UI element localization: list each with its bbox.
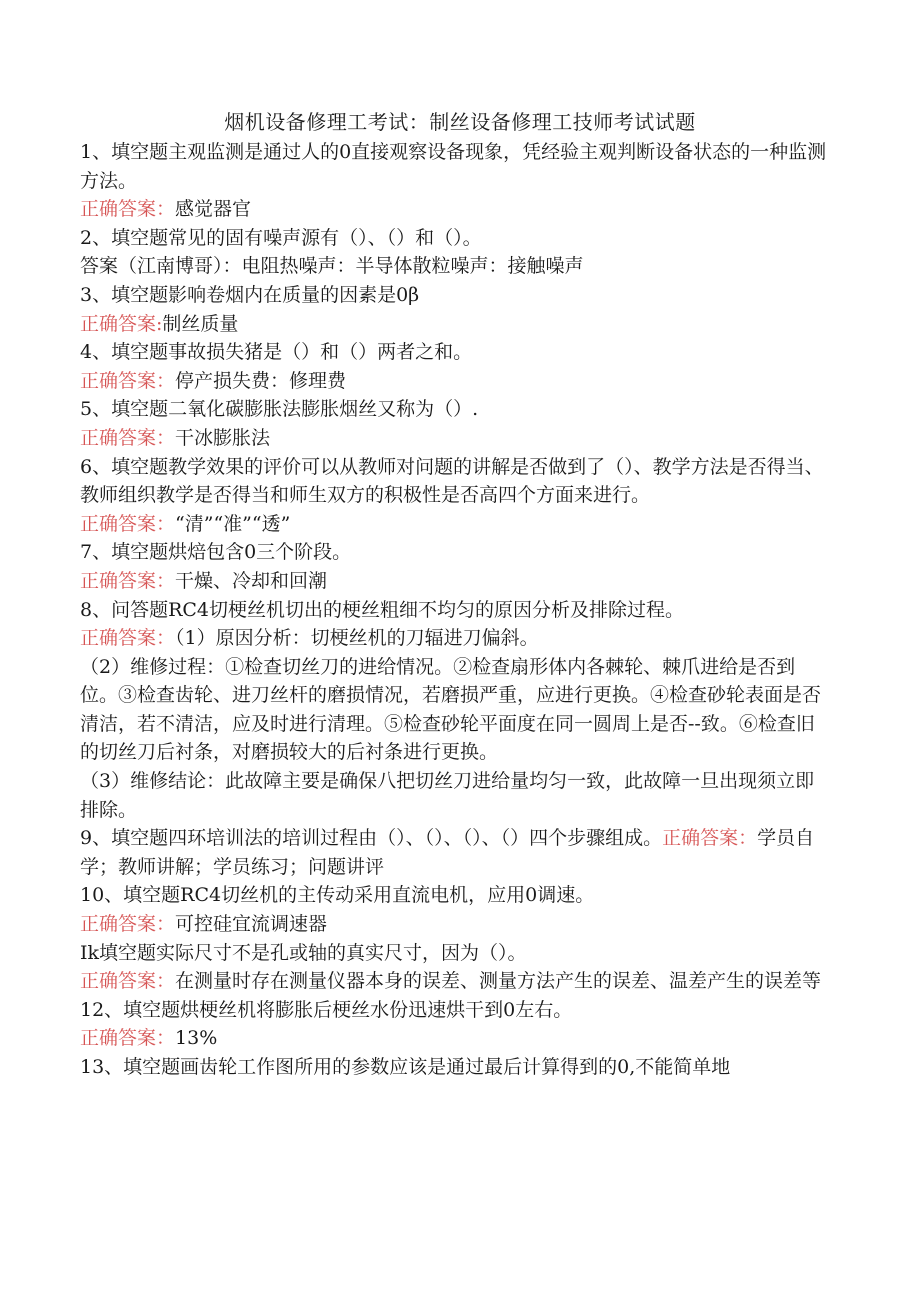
question-item bbox=[80, 395, 828, 452]
question-text bbox=[80, 338, 828, 367]
answer-label: 正确答案： bbox=[80, 1027, 176, 1050]
question-body: 5、填空题二氧化碳膨胀法膨胀烟丝又称为（）. bbox=[80, 398, 479, 421]
question-list bbox=[80, 138, 828, 1082]
answer-line bbox=[80, 252, 828, 281]
question-body: 10、填空题RC4切丝机的主传动采用直流电机，应用0调速。 bbox=[80, 884, 595, 907]
question-body: 1、填空题主观监测是通过人的0直接观察设备现象，凭经验主观判断设备状态的一种监测方法。 bbox=[80, 141, 827, 192]
answer-text: “清”“准”“透” bbox=[175, 512, 291, 535]
answer-line bbox=[80, 195, 828, 224]
answer-text: 感觉器官 bbox=[175, 198, 252, 221]
answer-line bbox=[80, 567, 828, 596]
question-item bbox=[80, 596, 828, 825]
answer-line bbox=[80, 967, 828, 996]
answer-label: 正确答案： bbox=[80, 512, 176, 535]
answer-text: 干燥、冷却和回潮 bbox=[175, 569, 328, 592]
answer-label: 正确答案： bbox=[80, 369, 176, 392]
question-text bbox=[80, 453, 828, 510]
question-body: 9、填空题四环培训法的培训过程由（）、（）、（）、（）四个步骤组成。 bbox=[80, 827, 663, 850]
document-title: 烟机设备修理工考试：制丝设备修理工技师考试试题 bbox=[224, 110, 696, 134]
question-item bbox=[80, 824, 828, 881]
question-item bbox=[80, 338, 828, 395]
answer-line bbox=[80, 1024, 828, 1053]
question-body: 7、填空题烘焙包含0三个阶段。 bbox=[80, 541, 352, 564]
question-item bbox=[80, 538, 828, 595]
answer-label: 正确答案： bbox=[80, 198, 176, 221]
question-body: 8、问答题RC4切梗丝机切出的梗丝粗细不均匀的原因分析及排除过程。 bbox=[80, 598, 685, 621]
question-body: 6、填空题教学效果的评价可以从教师对问题的讲解是否做到了（）、教学方法是否得当、教师组织教学是否得当和师生双方的积极性是否高四个方面来进行。 bbox=[80, 455, 824, 507]
answer-line bbox=[80, 910, 828, 939]
question-item bbox=[80, 224, 828, 281]
question-text bbox=[80, 395, 828, 424]
answer-line bbox=[80, 424, 828, 453]
answer-paragraph: （2）维修过程：①检查切丝刀的进给情况。②检查扇形体内各棘轮、棘爪进给是否到位。③检查齿轮、进刀丝杆的磨损情况，若磨损严重，应进行更换。④检查砂轮表面是否清洁，若不清洁，应及时进行清理。⑤检查砂轮平面度在同一圆周上是否--致。⑥检查旧的切丝刀后衬条，对磨损较大的后衬条进行更换。 bbox=[80, 655, 822, 764]
answer-label: 正确答案： bbox=[80, 569, 176, 592]
question-text bbox=[80, 538, 828, 567]
question-item bbox=[80, 1053, 828, 1082]
question-text bbox=[80, 824, 828, 881]
question-text bbox=[80, 224, 828, 253]
question-text bbox=[80, 596, 828, 625]
question-text bbox=[80, 1053, 828, 1082]
answer-label: 正确答案： bbox=[80, 426, 176, 449]
answer-text: 制丝质量 bbox=[162, 312, 239, 335]
answer-line bbox=[80, 510, 828, 539]
question-body: 4、填空题事故损失猪是（）和（）两者之和。 bbox=[80, 341, 473, 364]
answer-paragraph: （3）维修结论：此故障主要是确保八把切丝刀进给量均匀一致，此故障一旦出现须立即排除。 bbox=[80, 770, 815, 821]
answer-line bbox=[80, 367, 828, 396]
question-item bbox=[80, 453, 828, 539]
answer-text: 答案（江南博哥）：电阻热噪声：半导体散粒噪声：接触噪声 bbox=[80, 255, 584, 278]
answer-text: （1）原因分析：切梗丝机的刀辐进刀偏斜。 bbox=[175, 627, 539, 650]
question-body: 2、填空题常见的固有噪声源有（）、（）和（）。 bbox=[80, 226, 482, 249]
answer-label: 正确答案： bbox=[80, 913, 176, 936]
answer-text: 干冰膨胀法 bbox=[175, 426, 271, 449]
question-item bbox=[80, 281, 828, 338]
question-text bbox=[80, 138, 828, 195]
question-text bbox=[80, 281, 828, 310]
question-item bbox=[80, 138, 828, 224]
answer-text: 可控硅宜流调速器 bbox=[175, 913, 328, 936]
answer-label: 正确答案： bbox=[80, 627, 176, 650]
question-item bbox=[80, 996, 828, 1053]
question-text bbox=[80, 939, 828, 968]
question-text bbox=[80, 881, 828, 910]
answer-line bbox=[80, 624, 828, 653]
answer-label: 正确答案： bbox=[80, 970, 176, 993]
question-body: Ik填空题实际尺寸不是孔或轴的真实尺寸，因为（）。 bbox=[80, 941, 527, 964]
answer-label: 正确答案： bbox=[662, 827, 758, 850]
answer-line bbox=[80, 310, 828, 339]
answer-text: 学员自学；教师讲解；学员练习；问题讲评 bbox=[80, 827, 815, 878]
question-body: 3、填空题影响卷烟内在质量的因素是0β bbox=[80, 283, 420, 306]
question-item bbox=[80, 881, 828, 938]
question-body: 12、填空题烘梗丝机将膨胀后梗丝水份迅速烘干到0左右。 bbox=[80, 998, 573, 1021]
answer-text: 停产损失费：修理费 bbox=[175, 369, 347, 392]
question-item bbox=[80, 939, 828, 996]
answer-text: 在测量时存在测量仪器本身的误差、测量方法产生的误差、温差产生的误差等 bbox=[175, 970, 822, 993]
question-body: 13、填空题画齿轮工作图所用的参数应该是通过最后计算得到的0,不能简单地 bbox=[80, 1056, 731, 1078]
answer-label: 正确答案: bbox=[80, 312, 163, 335]
question-text bbox=[80, 996, 828, 1025]
answer-text: 13% bbox=[175, 1027, 218, 1050]
